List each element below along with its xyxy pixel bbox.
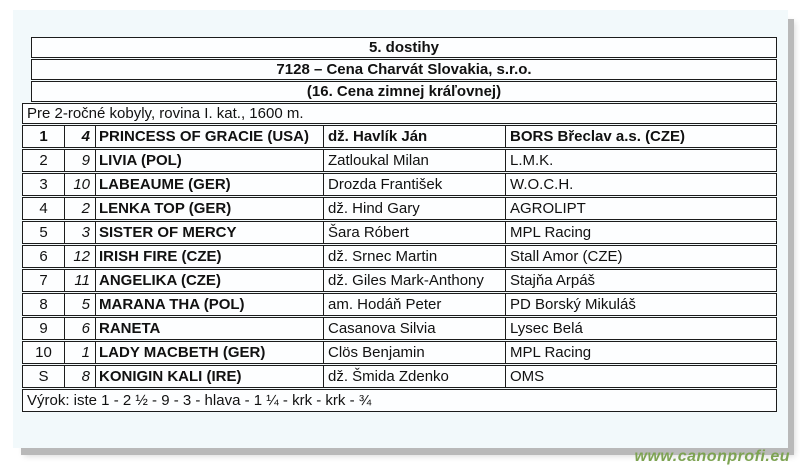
owner-name-cell: L.M.K. <box>510 152 554 169</box>
finish-position-cell: 10 <box>23 342 65 363</box>
rider-name-cell: dž. Hind Gary <box>324 198 506 219</box>
start-number-cell: 2 <box>65 198 96 219</box>
rider-name-cell: am. Hodáň Peter <box>324 294 506 315</box>
finish-position-cell: 7 <box>23 270 65 291</box>
finish-position-cell: 2 <box>23 150 65 171</box>
finish-position-cell: S <box>23 366 65 387</box>
race-conditions: Pre 2-ročné kobyly, rovina I. kat., 1600 m. <box>22 103 777 124</box>
horse-name-cell: RANETA <box>96 318 324 339</box>
finish-position-cell: 4 <box>23 198 65 219</box>
owner-name-cell: W.O.C.H. <box>510 176 574 193</box>
owner-name-cell: AGROLIPT <box>510 200 586 217</box>
table-row <box>22 245 777 268</box>
owner-name-cell: BORS Břeclav a.s. (CZE) <box>510 128 686 145</box>
verdict-line: Výrok: iste 1 - 2 ½ - 9 - 3 - hlava - 1 ¼ - krk - krk - ¾ <box>22 389 777 412</box>
horse-name-cell: SISTER OF MERCY <box>96 222 324 243</box>
results-table <box>22 125 777 388</box>
finish-position-cell: 3 <box>23 174 65 195</box>
finish-position-cell: 5 <box>23 222 65 243</box>
start-number-cell: 6 <box>65 318 96 339</box>
owner-name-cell: OMS <box>510 368 545 385</box>
start-number-cell: 11 <box>65 270 96 291</box>
table-row <box>22 293 777 316</box>
start-number-cell: 8 <box>65 366 96 387</box>
rider-name-cell: Casanova Silvia <box>324 318 506 339</box>
horse-name-cell: IRISH FIRE (CZE) <box>96 246 324 267</box>
watermark-text: www.canonprofi.eu <box>634 448 790 465</box>
start-number-cell: 10 <box>65 174 96 195</box>
table-row <box>22 221 777 244</box>
table-row <box>22 269 777 292</box>
table-row <box>22 149 777 172</box>
rider-name-cell: Drozda František <box>324 174 506 195</box>
race-subtitle-heading: (16. Cena zimnej kráľovnej) <box>31 81 777 102</box>
rider-name-cell: dž. Srnec Martin <box>324 246 506 267</box>
race-card-page <box>13 10 788 448</box>
race-card-sheet <box>22 37 777 413</box>
horse-name-cell: KONIGIN KALI (IRE) <box>96 366 324 387</box>
rider-name-cell: Šara Róbert <box>324 222 506 243</box>
table-row <box>22 173 777 196</box>
finish-position-cell: 6 <box>23 246 65 267</box>
table-row <box>22 125 777 148</box>
owner-name-cell: Lysec Belá <box>510 320 583 337</box>
rider-name-cell: dž. Havlík Ján <box>324 126 506 147</box>
horse-name-cell: ANGELIKA (CZE) <box>96 270 324 291</box>
start-number-cell: 5 <box>65 294 96 315</box>
start-number-cell: 1 <box>65 342 96 363</box>
rider-name-cell: dž. Šmida Zdenko <box>324 366 506 387</box>
start-number-cell: 3 <box>65 222 96 243</box>
rider-name-cell: Zatloukal Milan <box>324 150 506 171</box>
start-number-cell: 12 <box>65 246 96 267</box>
table-row <box>22 365 777 388</box>
table-row <box>22 317 777 340</box>
race-title-heading: 7128 – Cena Charvát Slovakia, s.r.o. <box>31 59 777 80</box>
finish-position-cell: 9 <box>23 318 65 339</box>
horse-name-cell: LADY MACBETH (GER) <box>96 342 324 363</box>
owner-name-cell: Stall Amor (CZE) <box>510 248 623 265</box>
start-number-cell: 4 <box>65 126 96 147</box>
horse-name-cell: PRINCESS OF GRACIE (USA) <box>96 126 324 147</box>
rider-name-cell: dž. Giles Mark-Anthony <box>324 270 506 291</box>
owner-name-cell: PD Borský Mikuláš <box>510 296 636 313</box>
owner-name-cell: MPL Racing <box>510 224 592 241</box>
table-row <box>22 341 777 364</box>
finish-position-cell: 1 <box>23 126 65 147</box>
table-row <box>22 197 777 220</box>
start-number-cell: 9 <box>65 150 96 171</box>
finish-position-cell: 8 <box>23 294 65 315</box>
horse-name-cell: LENKA TOP (GER) <box>96 198 324 219</box>
rider-name-cell: Clös Benjamin <box>324 342 506 363</box>
owner-name-cell: Stajňa Arpáš <box>510 272 596 289</box>
horse-name-cell: LABEAUME (GER) <box>96 174 324 195</box>
horse-name-cell: MARANA THA (POL) <box>96 294 324 315</box>
horse-name-cell: LIVIA (POL) <box>96 150 324 171</box>
owner-name-cell: MPL Racing <box>510 344 592 361</box>
race-number-heading: 5. dostihy <box>31 37 777 58</box>
